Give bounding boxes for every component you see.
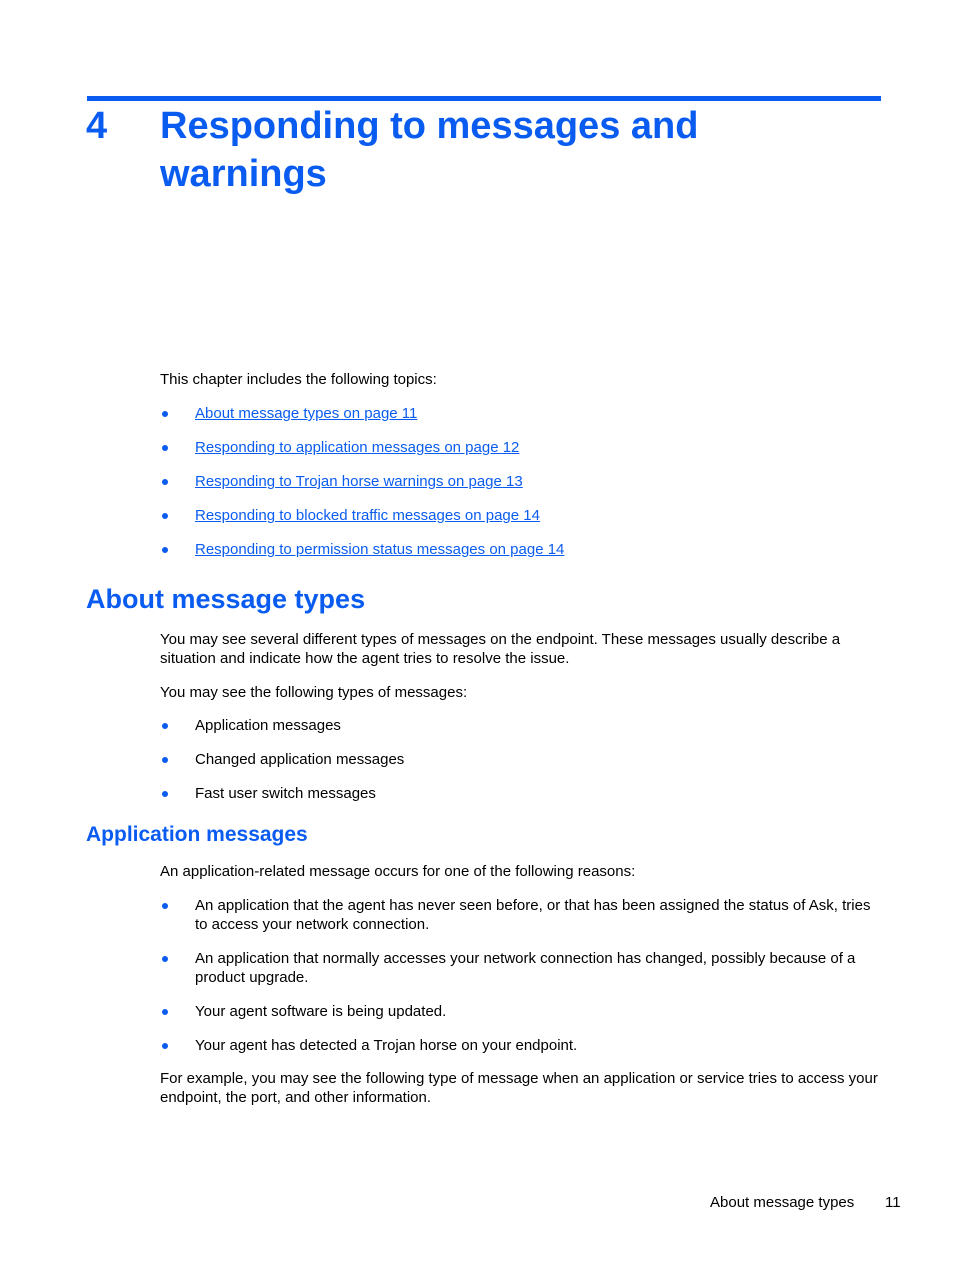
bullet-icon xyxy=(162,411,168,417)
intro-text: This chapter includes the following topics: xyxy=(160,371,437,388)
topic-item xyxy=(160,404,884,438)
application-closing: For example, you may see the following type of message when an application or service tries to access your endpoint, the port, and other information. xyxy=(160,1070,878,1106)
list-item xyxy=(160,716,884,750)
list-item xyxy=(160,784,884,818)
chapter-title: Responding to messages and warnings xyxy=(160,105,699,195)
chapter-rule xyxy=(87,96,881,101)
bullet-icon xyxy=(162,1043,168,1049)
reason-text: Your agent software is being updated. xyxy=(195,1003,447,1020)
message-type-label: Changed application messages xyxy=(195,751,405,768)
reason-text: Your agent has detected a Trojan horse on your endpoint. xyxy=(195,1037,578,1054)
application-intro: An application-related message occurs for one of the following reasons: xyxy=(160,863,636,880)
topic-item xyxy=(160,438,884,472)
topic-link-about-message-types[interactable]: About message types on page 11 xyxy=(195,405,418,422)
bullet-icon xyxy=(162,791,168,797)
message-type-label: Fast user switch messages xyxy=(195,785,376,802)
reason-text: An application that the agent has never seen before, or that has been assigned the status of Ask, tries to access your network connection. xyxy=(195,897,871,933)
topic-item xyxy=(160,540,884,574)
topic-item xyxy=(160,506,884,540)
reason-text: An application that normally accesses your network connection has changed, possibly because of a product upgrade. xyxy=(195,950,856,986)
list-item xyxy=(160,1002,884,1036)
list-item xyxy=(160,750,884,784)
bullet-icon xyxy=(162,1009,168,1015)
footer-page-number: 11 xyxy=(885,1194,901,1211)
list-item xyxy=(160,896,884,949)
footer-section-label: About message types xyxy=(710,1194,855,1211)
message-type-list xyxy=(160,716,884,818)
reason-list xyxy=(160,896,884,1070)
chapter-number: 4 xyxy=(86,105,108,147)
bullet-icon xyxy=(162,903,168,909)
bullet-icon xyxy=(162,956,168,962)
bullet-icon xyxy=(162,723,168,729)
section-heading-application-messages: Application messages xyxy=(86,823,308,846)
section-heading-about-message-types: About message types xyxy=(86,584,366,614)
bullet-icon xyxy=(162,757,168,763)
list-item xyxy=(160,1036,884,1070)
topic-link-trojan-horse-warnings[interactable]: Responding to Trojan horse warnings on page 13 xyxy=(195,473,523,490)
about-para-1: You may see several different types of messages on the endpoint. These messages usually describe a situation and indicate how the agent tries to resolve the issue. xyxy=(160,631,841,667)
bullet-icon xyxy=(162,513,168,519)
topic-link-blocked-traffic[interactable]: Responding to blocked traffic messages on page 14 xyxy=(195,507,540,524)
bullet-icon xyxy=(162,547,168,553)
topic-link-application-messages[interactable]: Responding to application messages on page 12 xyxy=(195,439,520,456)
topic-link-permission-status[interactable]: Responding to permission status messages on page 14 xyxy=(195,541,565,558)
bullet-icon xyxy=(162,479,168,485)
message-type-label: Application messages xyxy=(195,717,341,734)
about-para-2: You may see the following types of messages: xyxy=(160,684,468,701)
topic-item xyxy=(160,472,884,506)
topic-list xyxy=(160,404,884,574)
list-item xyxy=(160,949,884,1002)
bullet-icon xyxy=(162,445,168,451)
